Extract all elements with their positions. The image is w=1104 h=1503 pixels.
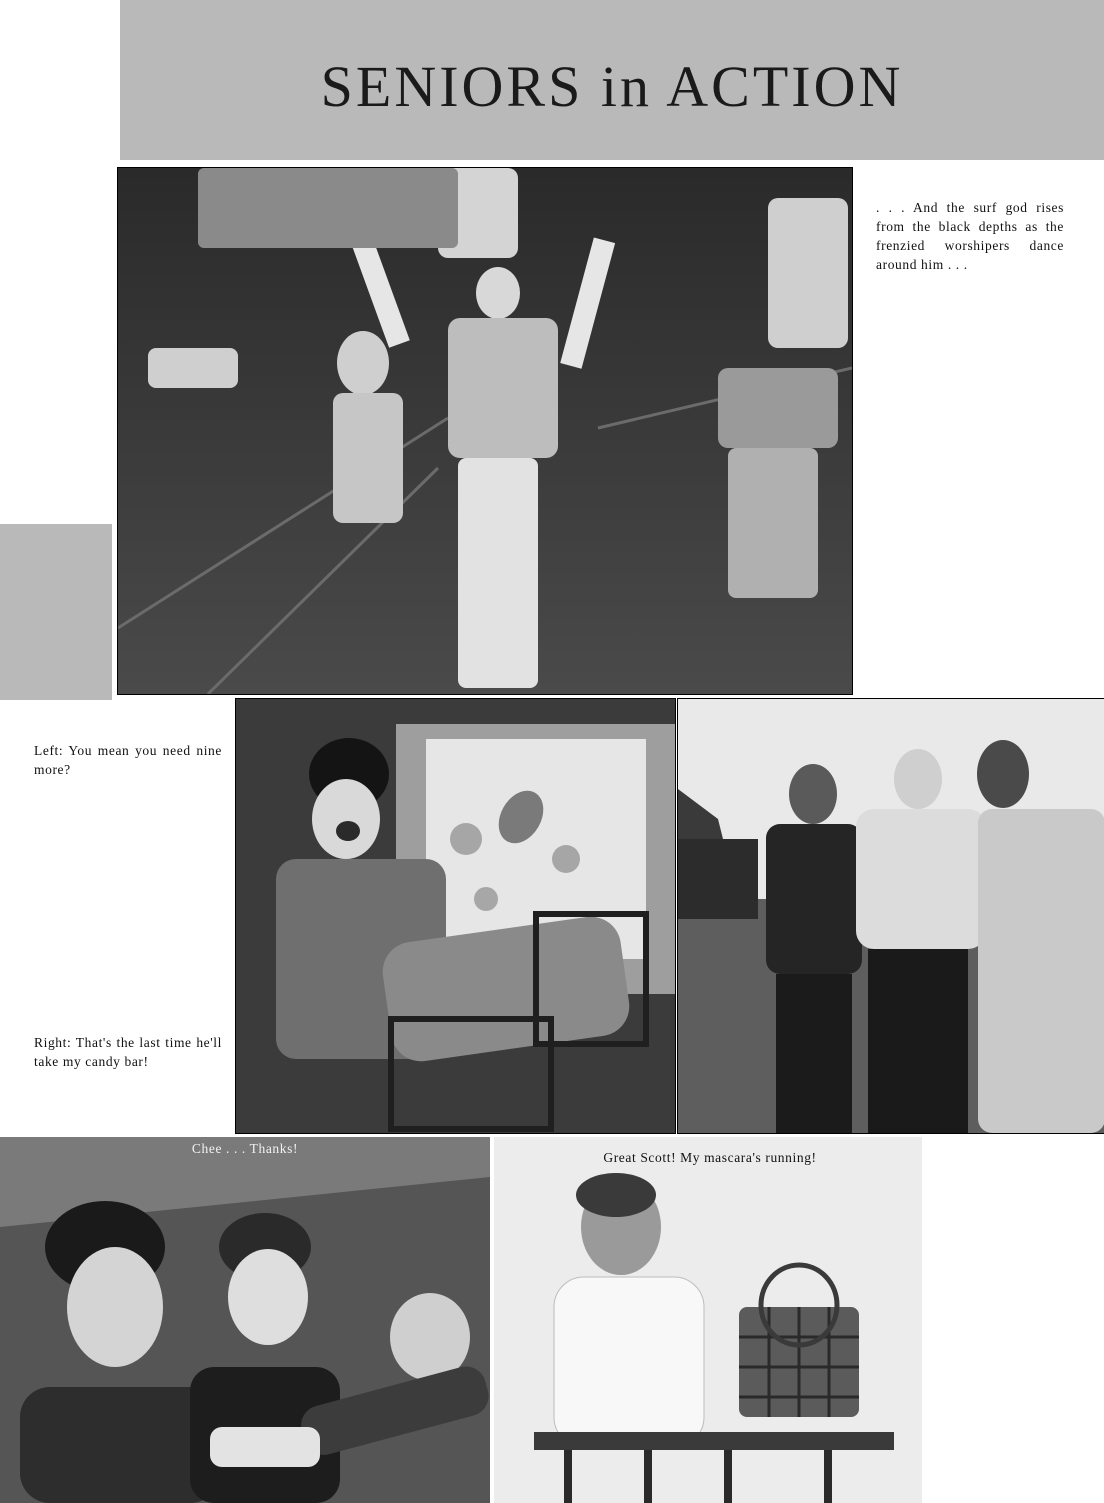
caption-left: Left: You mean you need nine more? [34,743,222,777]
caption-surf-god: . . . And the surf god rises from the black depths as the frenzied worshipers dance around him . . . [876,200,1064,272]
photo-women-thanks [0,1137,490,1503]
photo-laughing-man [235,698,676,1134]
caption-right: Right: That's the last time he'll take my candy bar! [34,1035,222,1069]
caption-mascara: Great Scott! My mascara's running! [603,1150,817,1165]
photo-group-of-men [677,698,1104,1134]
photo-mascara-running [494,1137,922,1503]
photo-surf-dance [117,167,853,695]
caption-chee-thanks: Chee . . . Thanks! [191,1141,299,1156]
page-title: SENIORS in ACTION [320,54,904,119]
